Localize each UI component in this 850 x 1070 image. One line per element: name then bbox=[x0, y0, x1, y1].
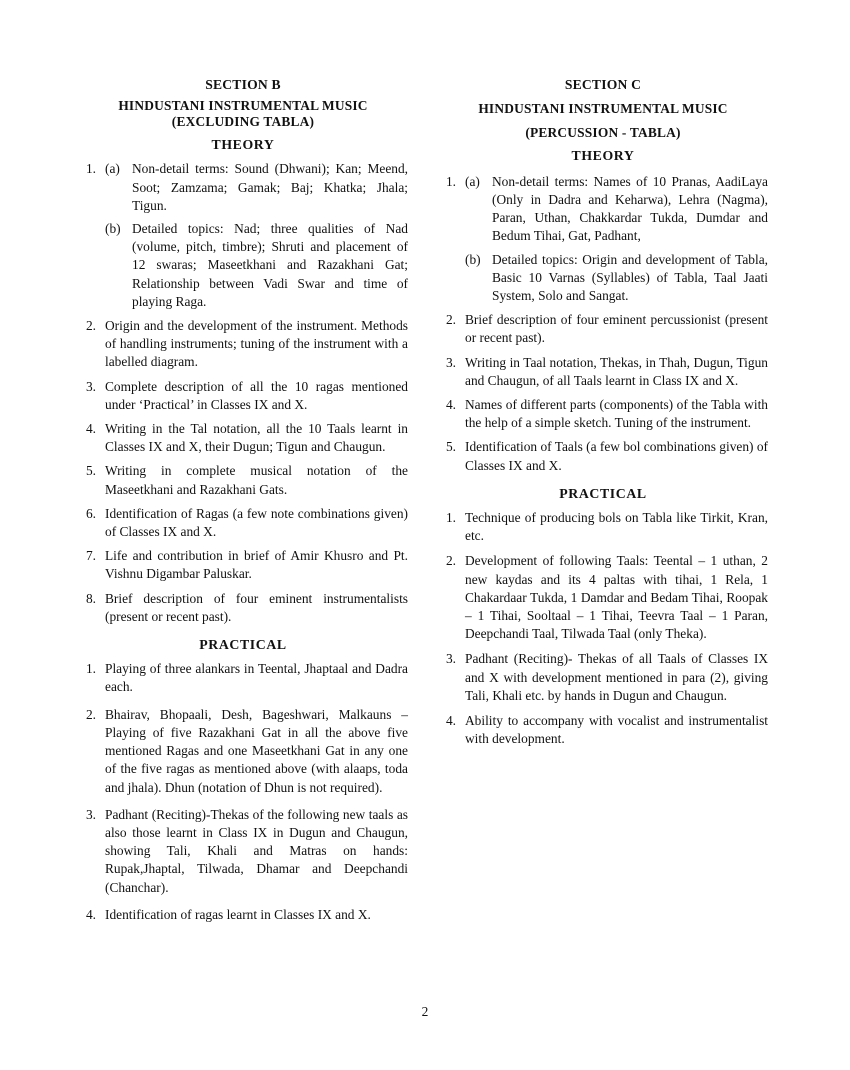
list-item bbox=[438, 650, 768, 705]
item-number: 8. bbox=[85, 590, 96, 606]
item-number: 1. bbox=[85, 661, 96, 677]
item-text: Brief description of four eminent instrumentalists (present or recent past). bbox=[105, 590, 408, 624]
sub-item bbox=[105, 220, 408, 311]
item-number: 2. bbox=[85, 318, 96, 334]
item-number: 3. bbox=[445, 354, 456, 370]
item-number: 2. bbox=[445, 553, 456, 569]
sub-item-label: (a) bbox=[105, 161, 120, 177]
list-item bbox=[78, 160, 408, 311]
item-text: Identification of ragas learnt in Classes IX and X. bbox=[105, 906, 371, 922]
sub-item-text: Detailed topics: Origin and development of Tabla, Basic 10 Varnas (Syllables) of Tabla, Taal Jaati System, Solo and Sangat. bbox=[492, 251, 768, 304]
list-item bbox=[438, 311, 768, 347]
item-number: 2. bbox=[445, 312, 456, 328]
sub-item-text: Non-detail terms: Sound (Dhwani); Kan; Meend, Soot; Zamzama; Gamak; Baj; Khatka; Jhala; Tigun. bbox=[132, 161, 408, 213]
section-c-title-line2: (PERCUSSION - TABLA) bbox=[525, 125, 681, 141]
item-text: Writing in Taal notation, Thekas, in Thah, Dugun, Tigun and Chaugun, of all Taals learnt in Class IX and X. bbox=[465, 354, 768, 388]
section-b-practical-heading: PRACTICAL bbox=[199, 637, 287, 653]
sub-item bbox=[465, 251, 768, 306]
item-number: 3. bbox=[445, 651, 456, 667]
list-item bbox=[438, 354, 768, 390]
item-text: Padhant (Reciting)- Thekas of all Taals of Classes IX and X with development mentioned in para (2), giving Tali, Khali etc. by hands in Dugun and Chaugun. bbox=[465, 651, 768, 703]
list-item bbox=[438, 509, 768, 545]
list-item bbox=[78, 660, 408, 696]
item-number: 2. bbox=[85, 706, 96, 722]
section-c-practical-list bbox=[438, 509, 768, 748]
section-c-practical-heading: PRACTICAL bbox=[559, 485, 647, 501]
item-text: Complete description of all the 10 ragas mentioned under ‘Practical’ in Classes IX and X. bbox=[105, 378, 408, 412]
list-item bbox=[438, 396, 768, 432]
item-number: 3. bbox=[85, 378, 96, 394]
section-b-column bbox=[78, 76, 408, 930]
list-item bbox=[78, 547, 408, 583]
sub-item bbox=[105, 160, 408, 215]
item-number: 4. bbox=[85, 421, 96, 437]
section-c-label: SECTION C bbox=[564, 77, 642, 92]
item-text: Brief description of four eminent percussionist (present or recent past). bbox=[465, 312, 768, 346]
sub-item-label: (b) bbox=[465, 251, 481, 267]
item-number: 5. bbox=[85, 463, 96, 479]
sub-item bbox=[465, 173, 768, 246]
item-text: Life and contribution in brief of Amir Khusro and Pt. Vishnu Digambar Paluskar. bbox=[105, 548, 408, 582]
list-item bbox=[78, 590, 408, 626]
item-number: 4. bbox=[445, 397, 456, 413]
sub-item-label: (b) bbox=[105, 221, 121, 237]
section-c-theory-list bbox=[438, 173, 768, 475]
item-number: 6. bbox=[85, 505, 96, 521]
item-number: 7. bbox=[85, 548, 96, 564]
section-b-title-line2: (EXCLUDING TABLA) bbox=[171, 114, 315, 130]
list-item bbox=[78, 906, 408, 924]
list-item bbox=[78, 317, 408, 372]
section-b-theory-list bbox=[78, 160, 408, 626]
list-item bbox=[438, 552, 768, 643]
list-item bbox=[78, 505, 408, 541]
section-b-label: SECTION B bbox=[205, 77, 281, 92]
item-text: Identification of Taals (a few bol combinations given) of Classes IX and X. bbox=[465, 439, 768, 473]
list-item bbox=[438, 173, 768, 305]
item-text: Playing of three alankars in Teental, Jhaptaal and Dadra each. bbox=[105, 661, 408, 695]
item-text: Bhairav, Bhopaali, Desh, Bageshwari, Malkauns – Playing of five Razakhani Gat in all the above five mentioned Ragas and one Maseetkhani Gat in any one of the five ragas as mentioned above (with alaaps, toda and jhala). Dhun (notation of Dhun is not required). bbox=[105, 706, 408, 795]
item-number: 1. bbox=[445, 510, 456, 526]
list-item bbox=[78, 706, 408, 797]
item-text: Ability to accompany with vocalist and instrumentalist with development. bbox=[465, 713, 768, 747]
sub-item-label: (a) bbox=[465, 173, 480, 189]
item-text: Technique of producing bols on Tabla like Tirkit, Kran, etc. bbox=[465, 510, 768, 544]
list-item bbox=[438, 712, 768, 748]
list-item bbox=[78, 462, 408, 498]
item-text: Development of following Taals: Teental – 1 uthan, 2 new kaydas and its 4 paltas with tihai, 1 Rela, 1 Chakardaar Tukda, 1 Damdar and Bedam Tihai, Roopak – 1 Tihai, Sooltaal – 1 Tihai, Teevra Taal – 1 Paran, Deepchandi Taal, Tilwada Taal (only Theka). bbox=[465, 553, 768, 642]
list-item bbox=[438, 438, 768, 474]
section-c-theory-heading: THEORY bbox=[571, 147, 635, 163]
section-c-column bbox=[438, 76, 768, 755]
item-number: 3. bbox=[85, 806, 96, 822]
list-item bbox=[78, 420, 408, 456]
list-item bbox=[78, 378, 408, 414]
item-text: Writing in the Tal notation, all the 10 Taals learnt in Classes IX and X, their Dugun; Tigun and Chaugun. bbox=[105, 421, 408, 455]
sub-item-text: Detailed topics: Nad; three qualities of Nad (volume, pitch, timbre); Shruti and placement of 12 swaras; Maseetkhani and Razakhani Gat; Relationship between Vadi Swar and time of playing Raga. bbox=[132, 221, 408, 309]
item-text: Writing in complete musical notation of the Maseetkhani and Razakhani Gats. bbox=[105, 463, 408, 497]
item-text: Padhant (Reciting)-Thekas of the following new taals as also those learnt in Class IX in Dugun and Chaugun, showing Tali, Khali and Matras on hands: Rupak,Jhaptal, Tilwada, Dhamar and Deepchandi (Chanchar). bbox=[105, 806, 408, 895]
item-number: 1. bbox=[445, 173, 456, 189]
sub-item-text: Non-detail terms: Names of 10 Pranas, AadiLaya (Only in Dadra and Keharwa), Lehra (Nagma), Paran, Uthan, Chakkardar Tukda, Dumdar and Bedum Tihai, Gat, Padhant, bbox=[492, 173, 768, 244]
item-number: 4. bbox=[445, 713, 456, 729]
item-number: 4. bbox=[85, 906, 96, 922]
list-item bbox=[78, 806, 408, 897]
item-number: 5. bbox=[445, 439, 456, 455]
page-number: 2 bbox=[421, 1004, 429, 1019]
item-text: Identification of Ragas (a few note combinations given) of Classes IX and X. bbox=[105, 505, 408, 540]
section-b-title-line1: HINDUSTANI INSTRUMENTAL MUSIC bbox=[118, 98, 368, 114]
section-b-practical-list bbox=[78, 660, 408, 924]
item-text: Origin and the development of the instrument. Methods of handling instruments; tuning of the instrument with a labelled diagram. bbox=[105, 318, 408, 370]
section-b-theory-heading: THEORY bbox=[211, 137, 275, 153]
section-c-title-line1: HINDUSTANI INSTRUMENTAL MUSIC bbox=[478, 101, 728, 117]
item-text: Names of different parts (components) of the Tabla with the help of a simple sketch. Tuning of the instrument. bbox=[465, 397, 768, 431]
item-number: 1. bbox=[85, 161, 96, 177]
